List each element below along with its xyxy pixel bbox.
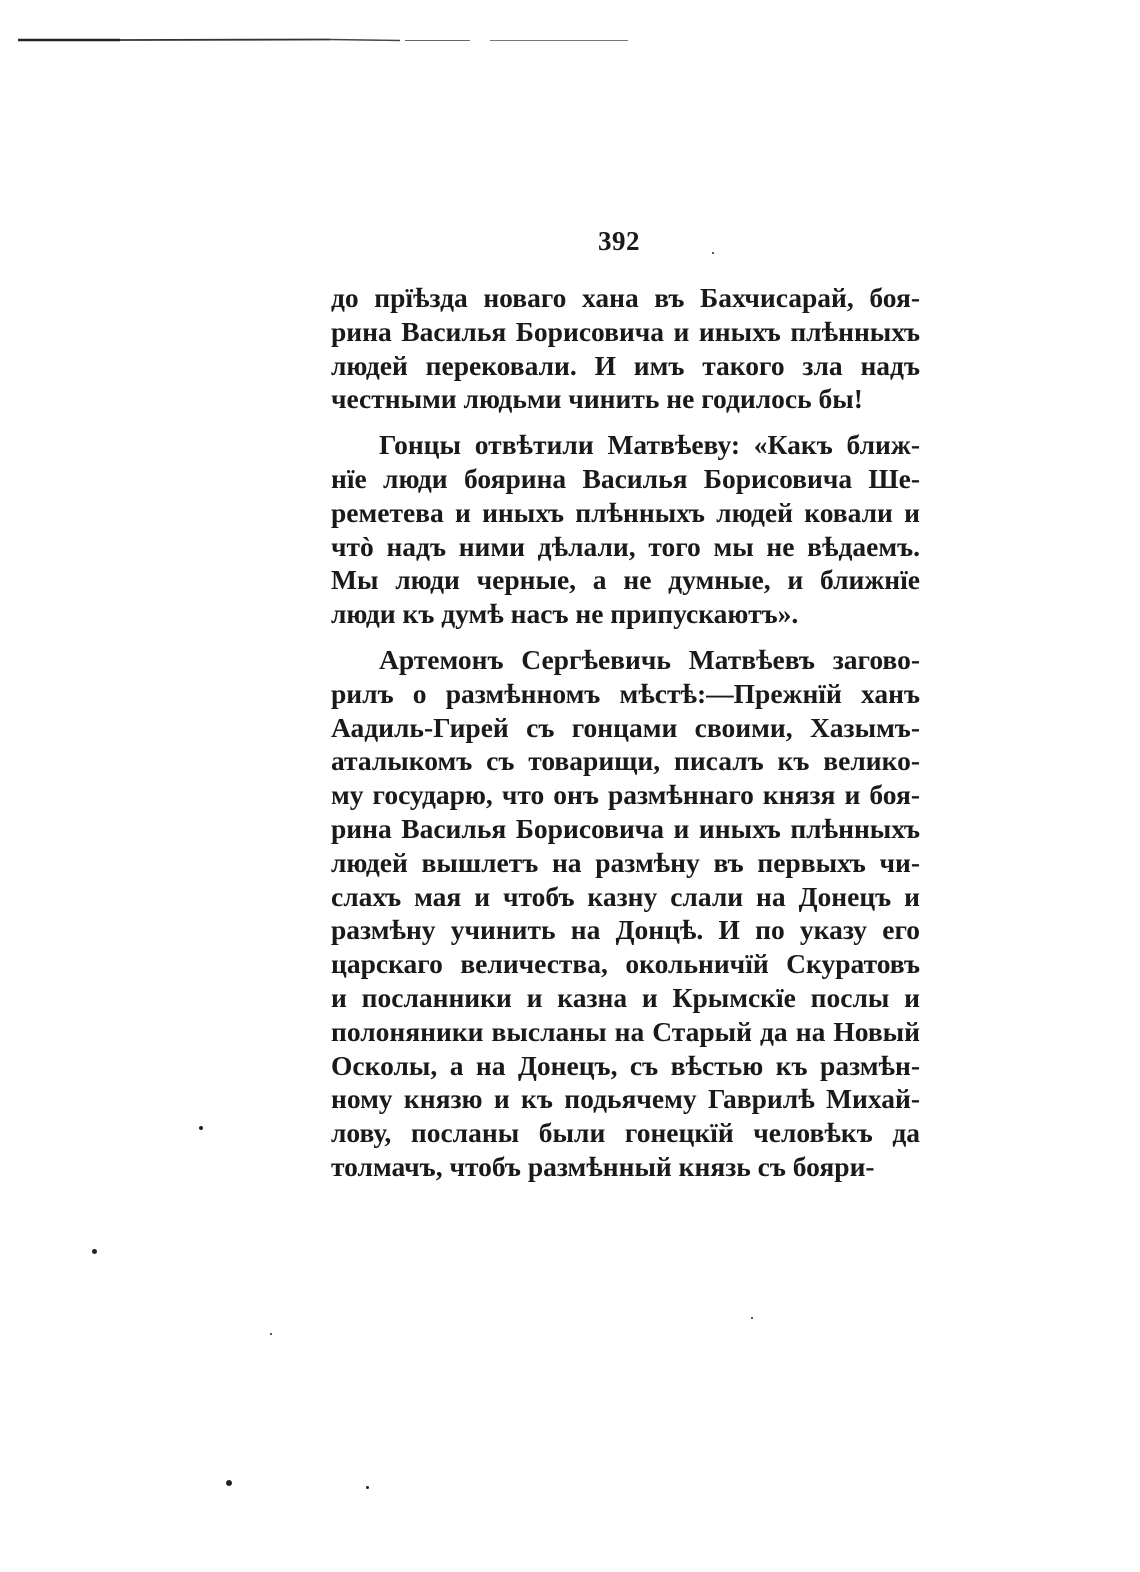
text-line: людей перековали. И имъ такого зла надъ (331, 349, 920, 381)
text-line: ному князю и къ подьячему Гаврилѣ Михай- (331, 1083, 920, 1115)
text-line: людей вышлетъ на размѣну въ первыхъ чи- (331, 846, 920, 878)
text-line: реметева и иныхъ плѣнныхъ людей ковали и (331, 496, 920, 528)
text-line: чтò надъ ними дѣлали, того мы не вѣдаемъ. (331, 530, 920, 562)
text-line: толмачъ, чтобъ размѣнный князь съ бояри- (331, 1150, 875, 1182)
text-line: царскаго величества, окольничїй Скуратовъ (331, 948, 920, 980)
text-line: рилъ о размѣнномъ мѣстѣ:—Прежнїй ханъ (331, 677, 920, 709)
scan-speck (712, 252, 714, 254)
text-line: рина Василья Борисовича и иныхъ плѣнныхъ (331, 315, 920, 347)
text-line: Мы люди черные, а не думные, и ближнїе (331, 564, 920, 596)
text-line: му государю, что онъ размѣннаго князя и боя- (331, 779, 920, 811)
paragraph-gap (331, 631, 920, 643)
scan-speck (226, 1480, 232, 1486)
text-line: и посланники и казна и Крымскїе послы и (331, 981, 920, 1013)
text-line: Гонцы отвѣтили Матвѣеву: «Какъ ближ- (379, 429, 920, 461)
text-line: честными людьми чинить не годилось бы! (331, 383, 863, 415)
scan-speck (92, 1249, 97, 1254)
top-scan-rule (0, 38, 630, 42)
text-line: Аадиль-Гирей съ гонцами своими, Хазымъ- (331, 711, 920, 743)
text-line: люди къ думѣ насъ не припускаютъ». (331, 598, 799, 630)
scan-speck (751, 1317, 753, 1319)
scan-speck (270, 1333, 272, 1335)
text-line: нїе люди боярина Василья Борисовича Ше- (331, 462, 920, 494)
text-line: Артемонъ Сергѣевичь Матвѣевъ загово- (379, 643, 920, 675)
text-line: лову, посланы были гонецкїй человѣкъ да (331, 1117, 920, 1149)
text-line: рина Василья Борисовича и иныхъ плѣнныхъ (331, 812, 920, 844)
text-line: размѣну учинить на Донцѣ. И по указу его (331, 914, 920, 946)
text-line: полоняники высланы на Старый да на Новый (331, 1015, 920, 1047)
page-number: 392 (598, 226, 640, 256)
body-text (331, 281, 920, 1184)
text-line: слахъ мая и чтобъ казну слали на Донецъ и (331, 880, 920, 912)
text-line: до прїѣзда новаго хана въ Бахчисарай, боя- (331, 282, 920, 313)
paragraph-gap (331, 416, 920, 428)
scan-speck (199, 1126, 203, 1130)
scan-speck (366, 1486, 369, 1489)
text-line: Осколы, а на Донецъ, съ вѣстью къ размѣн- (331, 1049, 920, 1081)
text-line: аталыкомъ съ товарищи, писалъ къ велико- (331, 745, 920, 777)
